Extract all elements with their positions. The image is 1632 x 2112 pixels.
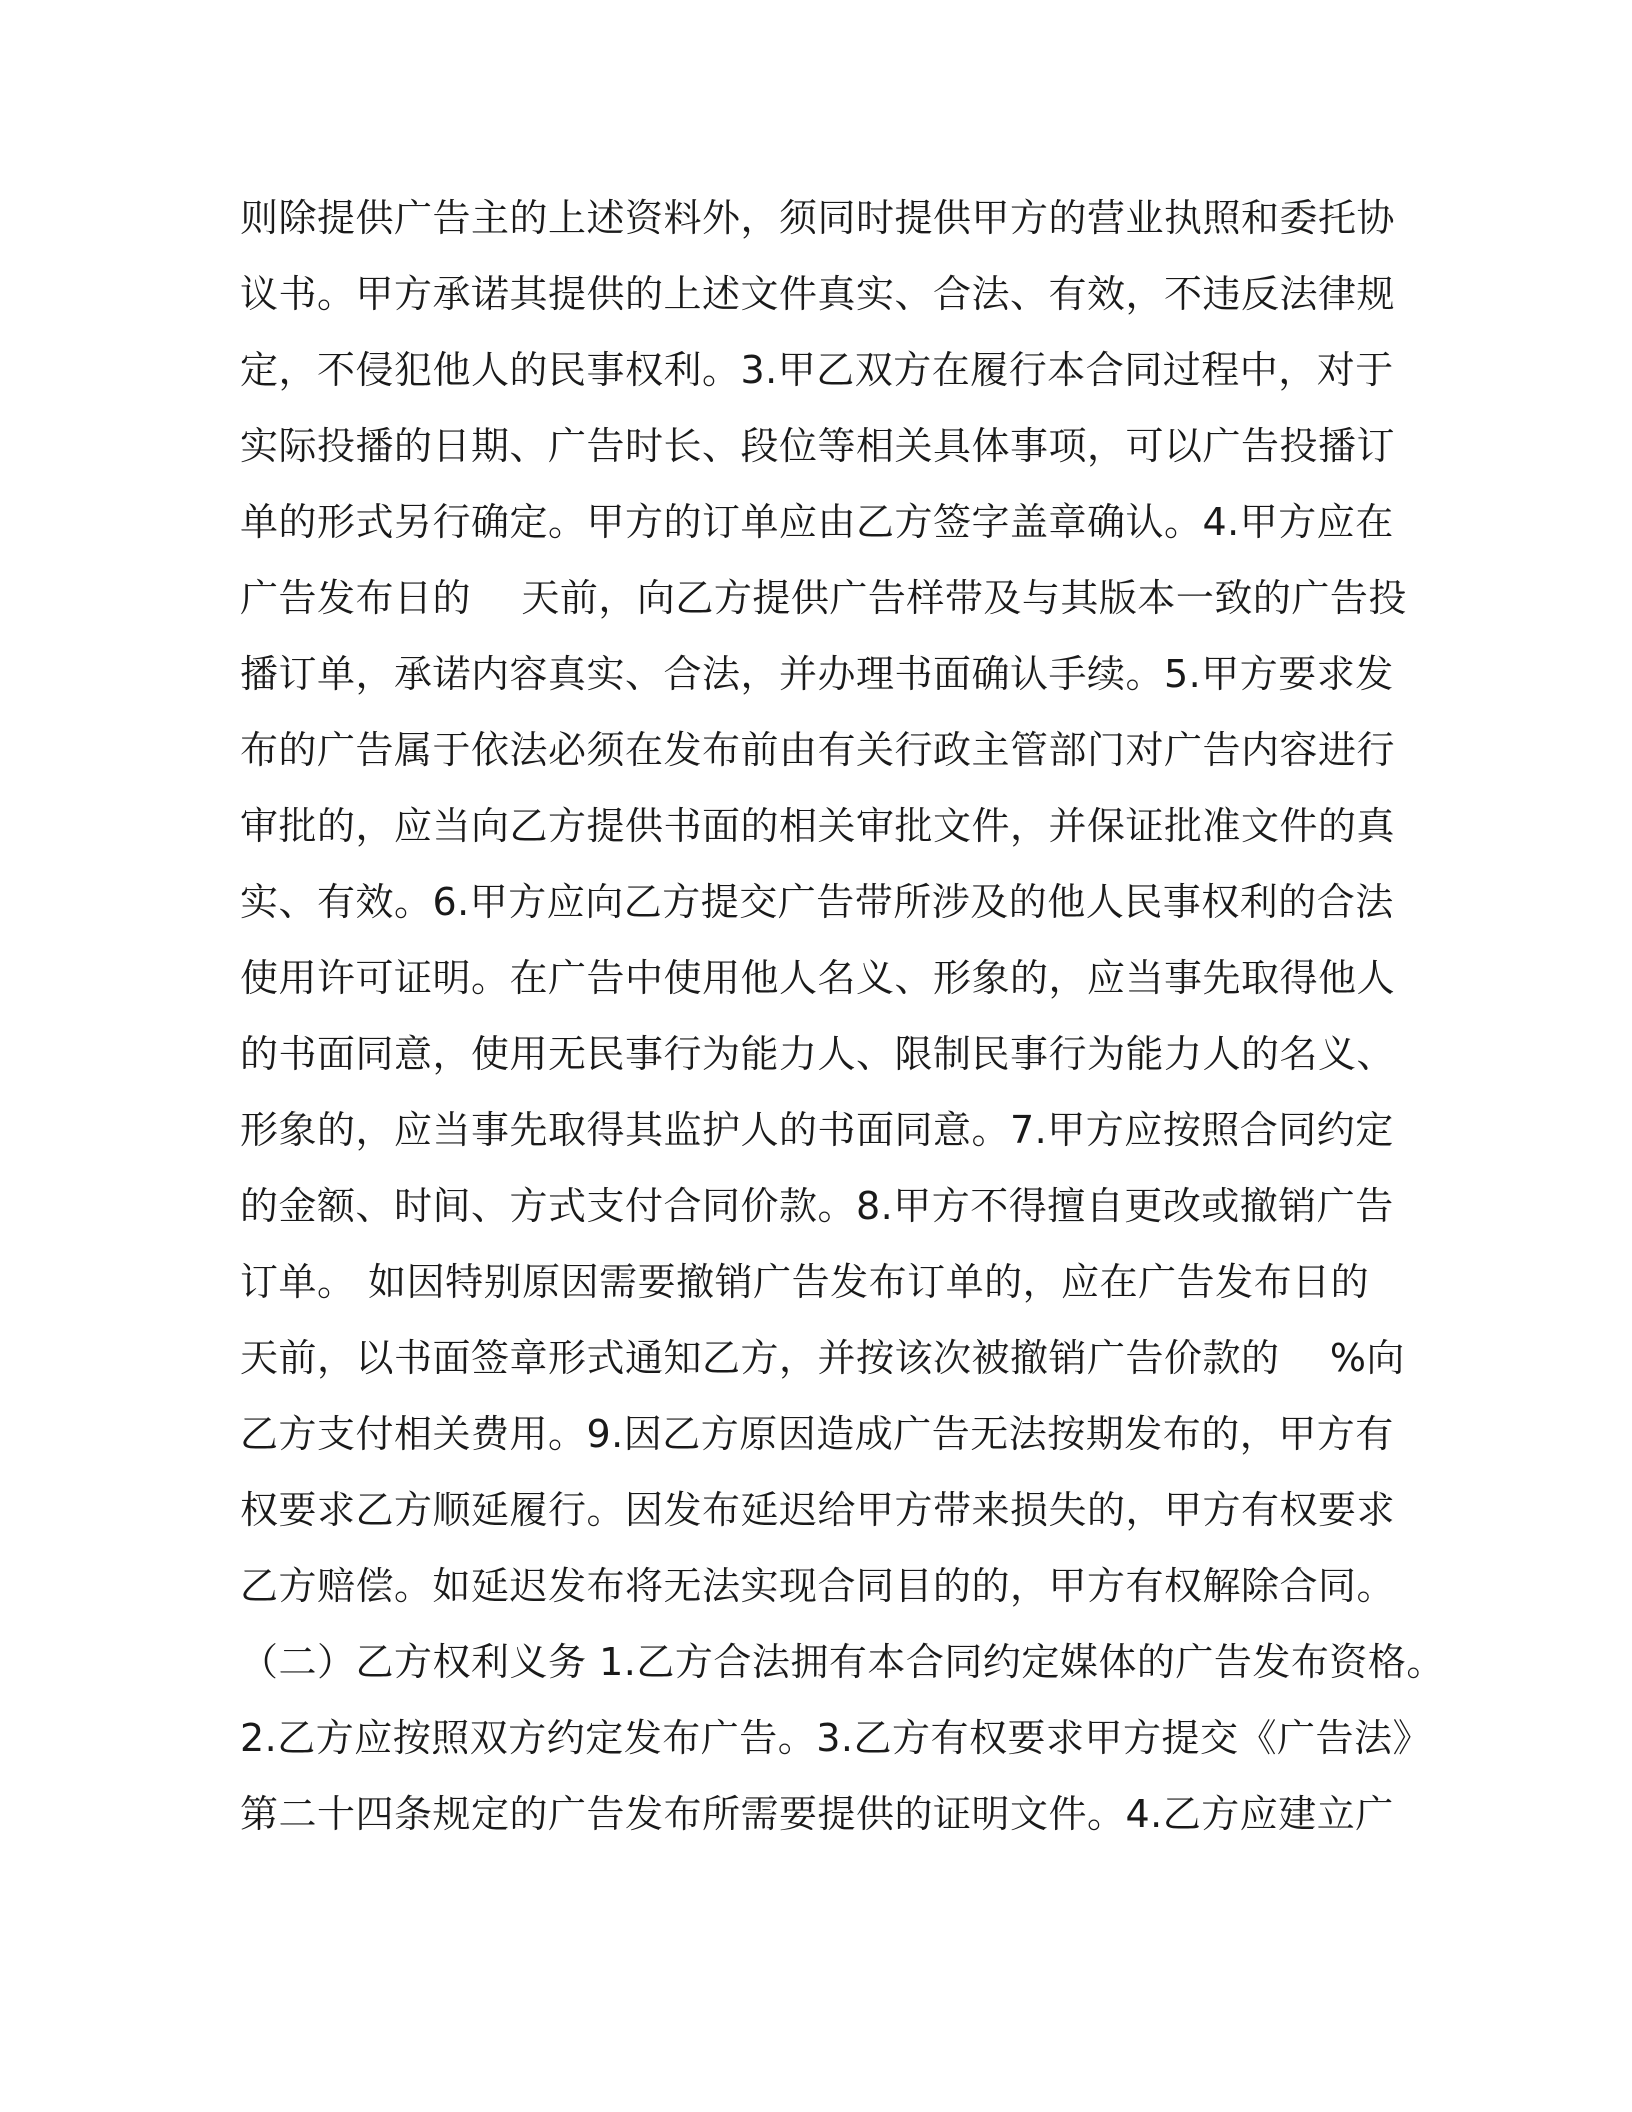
- text-line: 形象的，应当事先取得其监护人的书面同意。7.甲方应按照合同约定: [240, 1108, 1394, 1152]
- text-line: 播订单，承诺内容真实、合法，并办理书面确认手续。5.甲方要求发: [240, 652, 1394, 696]
- text-line: 第二十四条规定的广告发布所需要提供的证明文件。4.乙方应建立广: [240, 1792, 1394, 1836]
- text-line: 布的广告属于依法必须在发布前由有关行政主管部门对广告内容进行: [240, 728, 1396, 772]
- text-line: 实际投播的日期、广告时长、段位等相关具体事项，可以广告投播订: [240, 424, 1396, 468]
- text-line: 权要求乙方顺延履行。因发布延迟给甲方带来损失的，甲方有权要求: [240, 1488, 1396, 1532]
- text-line: 审批的，应当向乙方提供书面的相关审批文件，并保证批准文件的真: [240, 804, 1396, 848]
- text-line: （二）乙方权利义务 1.乙方合法拥有本合同约定媒体的广告发布资格。: [240, 1640, 1445, 1684]
- text-line: 2.乙方应按照双方约定发布广告。3.乙方有权要求甲方提交《广告法》: [240, 1716, 1432, 1760]
- text-line: 乙方支付相关费用。9.因乙方原因造成广告无法按期发布的，甲方有: [240, 1412, 1394, 1456]
- text-line: 定，不侵犯他人的民事权利。3.甲乙双方在履行本合同过程中，对于: [240, 348, 1394, 392]
- text-line: 议书。甲方承诺其提供的上述文件真实、合法、有效，不违反法律规: [240, 272, 1396, 316]
- text-line: 则除提供广告主的上述资料外，须同时提供甲方的营业执照和委托协: [240, 196, 1396, 240]
- text-line: 单的形式另行确定。甲方的订单应由乙方签字盖章确认。4.甲方应在: [240, 500, 1394, 544]
- text-line: 实、有效。6.甲方应向乙方提交广告带所涉及的他人民事权利的合法: [240, 880, 1394, 924]
- text-line: 的书面同意，使用无民事行为能力人、限制民事行为能力人的名义、: [240, 1032, 1396, 1076]
- text-line: 广告发布日的 天前，向乙方提供广告样带及与其版本一致的广告投: [240, 576, 1407, 620]
- text-line: 天前，以书面签章形式通知乙方，并按该次被撤销广告价款的 %向: [240, 1336, 1405, 1380]
- text-line: 的金额、时间、方式支付合同价款。8.甲方不得擅自更改或撤销广告: [240, 1184, 1394, 1228]
- text-line: 乙方赔偿。如延迟发布将无法实现合同目的的，甲方有权解除合同。: [240, 1564, 1396, 1608]
- text-line: 使用许可证明。在广告中使用他人名义、形象的，应当事先取得他人: [240, 956, 1396, 1000]
- text-line: 订单。 如因特别原因需要撤销广告发布订单的，应在广告发布日的: [240, 1260, 1370, 1304]
